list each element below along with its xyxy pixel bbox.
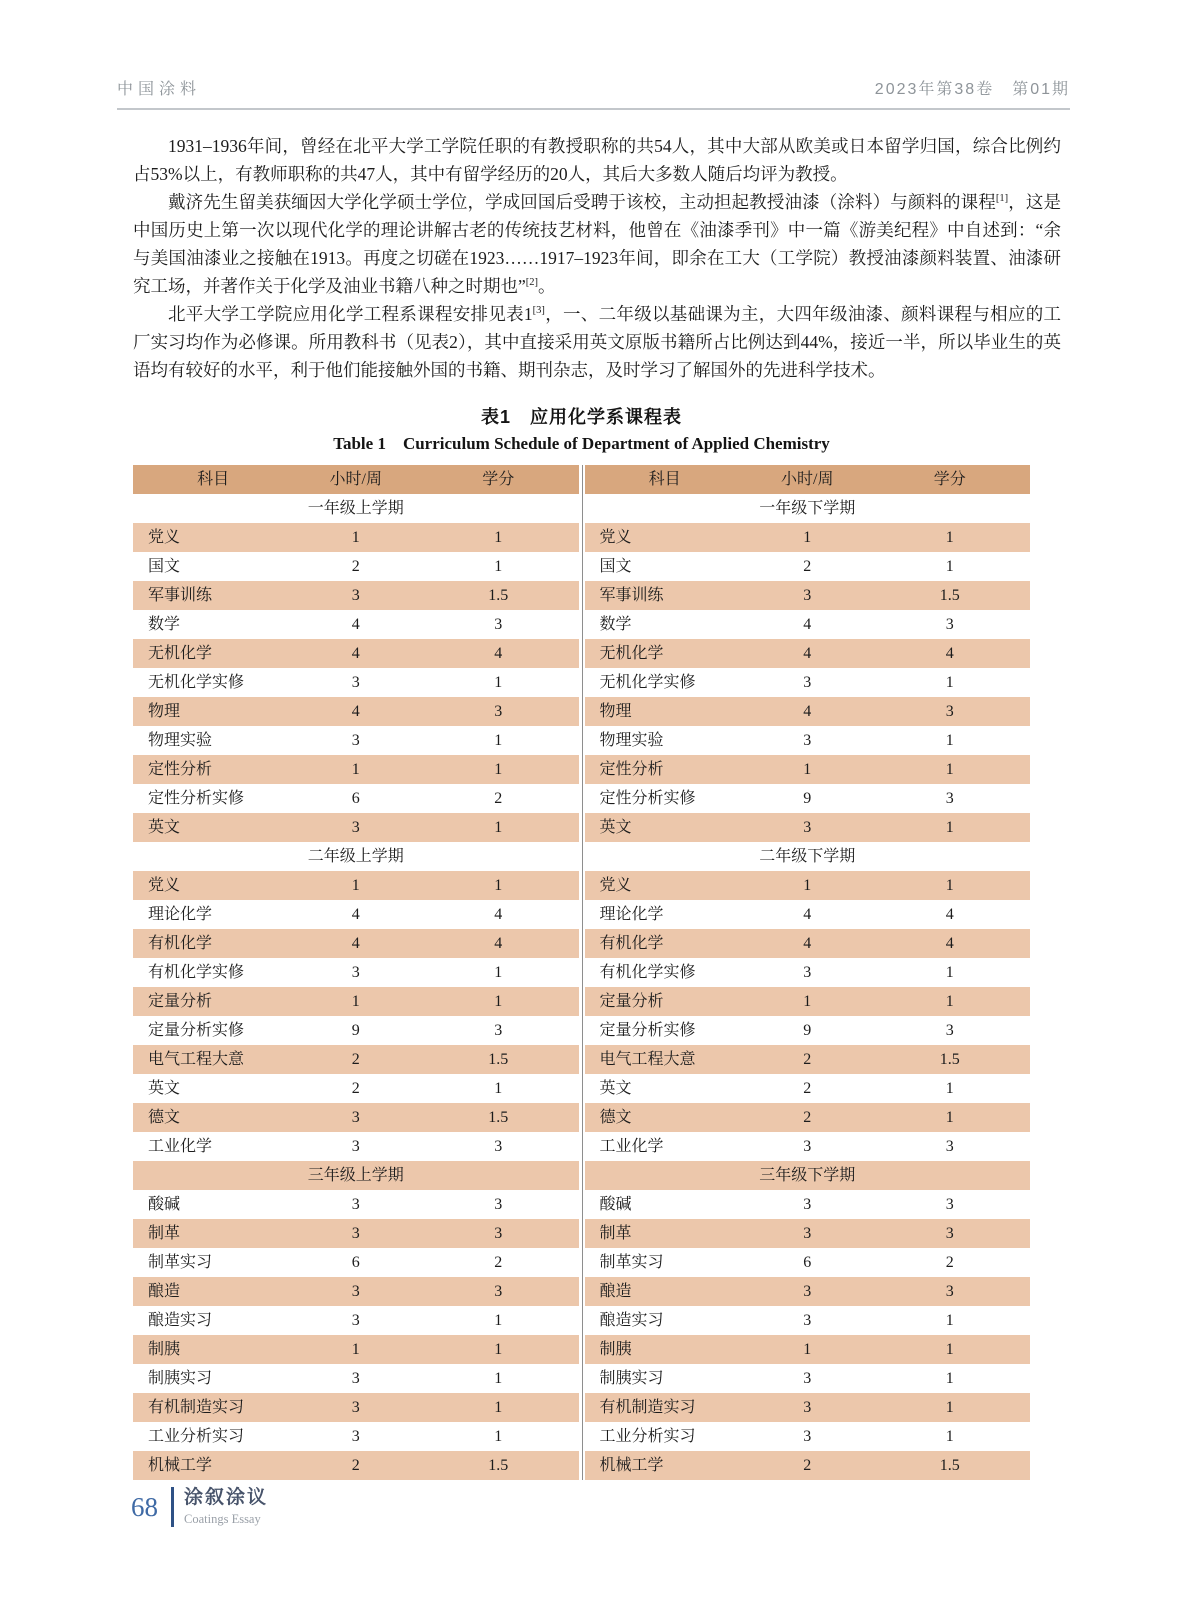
credits-cell: 1 (494, 877, 503, 894)
hours-cell: 3 (351, 819, 360, 836)
subject-cell: 有机制造实习 (148, 1399, 245, 1416)
credits-cell: 1 (945, 1109, 954, 1126)
credits-cell: 1 (494, 529, 503, 546)
hours-cell: 3 (351, 674, 360, 691)
subject-cell: 机械工学 (599, 1457, 664, 1474)
subject-cell: 军事训练 (599, 587, 664, 604)
subject-cell: 国文 (148, 558, 181, 575)
credits-cell: 1 (945, 1370, 954, 1387)
hours-cell: 2 (803, 1051, 812, 1068)
hours-cell: 1 (351, 993, 360, 1010)
credits-cell: 4 (945, 935, 954, 952)
credits-cell: 1.5 (488, 1051, 509, 1068)
issue-info: 2023年第38卷 第01期 (874, 81, 1070, 98)
page-number: 68 (131, 1492, 158, 1522)
subject-cell: 制胰 (599, 1341, 632, 1358)
subject-cell: 德文 (148, 1109, 181, 1126)
hours-cell: 4 (803, 645, 812, 662)
subject-cell: 党义 (599, 877, 632, 894)
table-title-en: Table 1 Curriculum Schedule of Department of Applied Chemistry (333, 434, 830, 453)
semester-title: 二年级上学期 (307, 848, 404, 865)
hours-cell: 1 (351, 529, 360, 546)
credits-cell: 1 (945, 819, 954, 836)
hours-cell: 3 (803, 964, 812, 981)
credits-cell: 3 (945, 1138, 954, 1155)
subject-cell: 制革实习 (599, 1254, 664, 1271)
hours-cell: 2 (351, 1051, 360, 1068)
subject-cell: 制胰 (148, 1341, 181, 1358)
subject-cell: 理论化学 (599, 906, 664, 923)
credits-cell: 1 (945, 1428, 954, 1445)
hours-cell: 2 (803, 1080, 812, 1097)
credits-cell: 3 (494, 1283, 503, 1300)
hours-cell: 9 (803, 790, 812, 807)
credits-cell: 1 (945, 1341, 954, 1358)
subject-cell: 党义 (148, 877, 181, 894)
column-header-credits: 学分 (482, 471, 515, 488)
table-title-zh: 表1 应用化学系课程表 (480, 407, 682, 427)
subject-cell: 酿造实习 (148, 1312, 213, 1329)
credits-cell: 2 (494, 1254, 503, 1271)
subject-cell: 制胰实习 (599, 1370, 664, 1387)
hours-cell: 3 (803, 1428, 812, 1445)
credits-cell: 1 (494, 993, 503, 1010)
credits-cell: 2 (945, 1254, 954, 1271)
credits-cell: 3 (494, 1138, 503, 1155)
credits-cell: 3 (945, 790, 954, 807)
hours-cell: 2 (351, 1457, 360, 1474)
credits-cell: 3 (494, 703, 503, 720)
credits-cell: 1.5 (939, 1457, 960, 1474)
hours-cell: 3 (803, 1225, 812, 1242)
subject-cell: 无机化学 (599, 645, 664, 662)
paragraph: 北平大学工学院应用化学工程系课程安排见表1[3]，一、二年级以基础课为主，大四年级油漆、颜料课程与相应的工厂实习均作为必修课。所用教科书（见表2），其中直接采用英文原版书籍所占比例达到44%，接近一半，所以毕业生的英语均有较好的水平，利于他们能接触外国的书籍、期刊杂志，及时学习了解国外的先进科学技术。 (133, 304, 1062, 380)
hours-cell: 3 (351, 1196, 360, 1213)
hours-cell: 1 (351, 877, 360, 894)
credits-cell: 1 (494, 964, 503, 981)
credits-cell: 1 (945, 1312, 954, 1329)
credits-cell: 3 (494, 616, 503, 633)
credits-cell: 1 (494, 1080, 503, 1097)
table-block (133, 404, 1030, 1480)
credits-cell: 1 (945, 1399, 954, 1416)
hours-cell: 3 (351, 1225, 360, 1242)
hours-cell: 3 (803, 1196, 812, 1213)
semester-title: 一年级上学期 (307, 500, 404, 517)
subject-cell: 军事训练 (148, 587, 213, 604)
hours-cell: 2 (803, 1457, 812, 1474)
hours-cell: 2 (803, 558, 812, 575)
paragraph: 1931–1936年间，曾经在北平大学工学院任职的有教授职称的共54人，其中大部从欧美或日本留学归国，综合比例约占53%以上，有教师职称的共47人，其中有留学经历的20人，其后大多数人随后均评为教授。 (133, 136, 1061, 184)
hours-cell: 2 (803, 1109, 812, 1126)
subject-cell: 无机化学实修 (599, 674, 696, 691)
hours-cell: 3 (351, 1399, 360, 1416)
credits-cell: 3 (945, 1225, 954, 1242)
subject-cell: 制胰实习 (148, 1370, 213, 1387)
credits-cell: 1 (494, 761, 503, 778)
credits-cell: 3 (945, 1283, 954, 1300)
subject-cell: 有机化学实修 (148, 964, 245, 981)
semester-title: 二年级下学期 (759, 848, 856, 865)
hours-cell: 3 (351, 1428, 360, 1445)
subject-cell: 物理实验 (148, 732, 213, 749)
credits-cell: 3 (494, 1225, 503, 1242)
credits-cell: 1.5 (488, 1457, 509, 1474)
credits-cell: 1 (945, 674, 954, 691)
credits-cell: 2 (494, 790, 503, 807)
footnote-ref: [1] (995, 193, 1009, 205)
subject-cell: 制革 (599, 1225, 632, 1242)
credits-cell: 1.5 (488, 1109, 509, 1126)
credits-cell: 4 (494, 645, 503, 662)
hours-cell: 3 (803, 732, 812, 749)
semester-title: 一年级下学期 (759, 500, 856, 517)
credits-cell: 1 (494, 819, 503, 836)
credits-cell: 1 (494, 558, 503, 575)
hours-cell: 3 (803, 1399, 812, 1416)
credits-cell: 1 (494, 1312, 503, 1329)
semester-title: 三年级上学期 (307, 1167, 404, 1184)
credits-cell: 1.5 (939, 1051, 960, 1068)
column-header-subject: 科目 (197, 471, 230, 488)
subject-cell: 定量分析 (148, 993, 213, 1010)
credits-cell: 4 (945, 906, 954, 923)
subject-cell: 制革实习 (148, 1254, 213, 1271)
hours-cell: 3 (351, 1283, 360, 1300)
subject-cell: 酿造 (148, 1283, 181, 1300)
hours-cell: 4 (351, 616, 360, 633)
body-paragraphs (133, 132, 1061, 384)
credits-cell: 1 (494, 732, 503, 749)
credits-cell: 1 (494, 674, 503, 691)
credits-cell: 3 (945, 703, 954, 720)
column-header-hours: 小时/周 (781, 471, 834, 488)
page-header (117, 76, 1070, 110)
credits-cell: 4 (494, 935, 503, 952)
credits-cell: 1.5 (939, 587, 960, 604)
credits-cell: 1 (945, 1080, 954, 1097)
column-name-en: Coatings Essay (184, 1512, 261, 1526)
credits-cell: 1 (945, 761, 954, 778)
hours-cell: 4 (351, 645, 360, 662)
subject-cell: 定性分析实修 (148, 790, 245, 807)
credits-cell: 3 (494, 1196, 503, 1213)
hours-cell: 4 (351, 703, 360, 720)
subject-cell: 定量分析实修 (148, 1022, 245, 1039)
subject-cell: 英文 (599, 819, 632, 836)
subject-cell: 电气工程大意 (599, 1051, 696, 1068)
subject-cell: 定性分析 (148, 761, 213, 778)
paragraph: 戴济先生留美获缅因大学化学硕士学位，学成回国后受聘于该校，主动担起教授油漆（涂料）与颜料的课程[1]，这是中国历史上第一次以现代化学的理论讲解古老的传统技艺材料，他曾在《油漆季刊》中一篇《游美纪程》中自述到：“余与美国油漆业之接触在1913。再度之切磋在1923……1917–1923年间，即余在工大（工学院）教授油漆颜料装置、油漆研究工场，并著作关于化学及油业书籍八种之时期也”[2]。 (133, 192, 1062, 296)
credits-cell: 1.5 (488, 587, 509, 604)
hours-cell: 3 (803, 1138, 812, 1155)
subject-cell: 定量分析实修 (599, 1022, 696, 1039)
hours-cell: 3 (351, 732, 360, 749)
subject-cell: 机械工学 (148, 1457, 213, 1474)
hours-cell: 1 (803, 993, 812, 1010)
credits-cell: 1 (494, 1399, 503, 1416)
hours-cell: 3 (803, 819, 812, 836)
footer-accent-bar (171, 1487, 174, 1527)
column-header-credits: 学分 (933, 471, 966, 488)
subject-cell: 有机化学 (599, 935, 664, 952)
subject-cell: 工业化学 (148, 1138, 213, 1155)
hours-cell: 9 (351, 1022, 360, 1039)
column-header-subject: 科目 (648, 471, 681, 488)
journal-name: 中国涂料 (117, 81, 202, 98)
hours-cell: 6 (803, 1254, 812, 1271)
hours-cell: 3 (351, 587, 360, 604)
hours-cell: 4 (803, 616, 812, 633)
subject-cell: 定性分析 (599, 761, 664, 778)
hours-cell: 1 (351, 1341, 360, 1358)
column-name-zh: 涂叙涂议 (184, 1487, 269, 1508)
subject-cell: 数学 (148, 616, 181, 633)
credits-cell: 1 (945, 558, 954, 575)
hours-cell: 4 (803, 935, 812, 952)
hours-cell: 3 (803, 1312, 812, 1329)
hours-cell: 3 (351, 1109, 360, 1126)
hours-cell: 4 (351, 935, 360, 952)
hours-cell: 2 (351, 1080, 360, 1097)
hours-cell: 3 (351, 1138, 360, 1155)
subject-cell: 有机制造实习 (599, 1399, 696, 1416)
subject-cell: 物理 (599, 703, 632, 720)
subject-cell: 英文 (599, 1080, 632, 1097)
subject-cell: 英文 (148, 1080, 181, 1097)
subject-cell: 电气工程大意 (148, 1051, 245, 1068)
column-header-hours: 小时/周 (329, 471, 382, 488)
hours-cell: 3 (351, 1370, 360, 1387)
subject-cell: 有机化学实修 (599, 964, 696, 981)
subject-cell: 酿造 (599, 1283, 632, 1300)
hours-cell: 4 (351, 906, 360, 923)
hours-cell: 3 (803, 1283, 812, 1300)
subject-cell: 工业分析实习 (148, 1428, 245, 1445)
course-table (133, 465, 1030, 1480)
hours-cell: 1 (351, 761, 360, 778)
subject-cell: 定性分析实修 (599, 790, 696, 807)
footnote-ref: [2] (525, 277, 539, 289)
subject-cell: 定量分析 (599, 993, 664, 1010)
credits-cell: 3 (945, 1196, 954, 1213)
hours-cell: 4 (803, 703, 812, 720)
credits-cell: 1 (494, 1370, 503, 1387)
credits-cell: 3 (945, 616, 954, 633)
credits-cell: 1 (945, 877, 954, 894)
subject-cell: 党义 (148, 529, 181, 546)
subject-cell: 酿造实习 (599, 1312, 664, 1329)
subject-cell: 理论化学 (148, 906, 213, 923)
hours-cell: 1 (803, 1341, 812, 1358)
subject-cell: 制革 (148, 1225, 181, 1242)
credits-cell: 1 (945, 993, 954, 1010)
hours-cell: 3 (351, 964, 360, 981)
hours-cell: 3 (351, 1312, 360, 1329)
article-content (133, 132, 1061, 1480)
subject-cell: 德文 (599, 1109, 632, 1126)
subject-cell: 数学 (599, 616, 632, 633)
subject-cell: 物理 (148, 703, 181, 720)
subject-cell: 工业化学 (599, 1138, 664, 1155)
subject-cell: 无机化学 (148, 645, 213, 662)
page-footer (131, 1487, 268, 1527)
subject-cell: 物理实验 (599, 732, 664, 749)
hours-cell: 9 (803, 1022, 812, 1039)
hours-cell: 3 (803, 1370, 812, 1387)
subject-cell: 酸碱 (599, 1196, 632, 1213)
credits-cell: 4 (945, 645, 954, 662)
hours-cell: 1 (803, 761, 812, 778)
credits-cell: 1 (945, 732, 954, 749)
subject-cell: 英文 (148, 819, 181, 836)
hours-cell: 6 (351, 1254, 360, 1271)
subject-cell: 国文 (599, 558, 632, 575)
credits-cell: 1 (945, 529, 954, 546)
credits-cell: 1 (494, 1428, 503, 1445)
hours-cell: 1 (803, 877, 812, 894)
credits-cell: 1 (494, 1341, 503, 1358)
credits-cell: 1 (945, 964, 954, 981)
semester-title: 三年级下学期 (759, 1167, 856, 1184)
hours-cell: 1 (803, 529, 812, 546)
hours-cell: 2 (351, 558, 360, 575)
credits-cell: 3 (945, 1022, 954, 1039)
hours-cell: 3 (803, 587, 812, 604)
subject-cell: 有机化学 (148, 935, 213, 952)
subject-cell: 酸碱 (148, 1196, 181, 1213)
footnote-ref: [3] (532, 305, 545, 317)
hours-cell: 4 (803, 906, 812, 923)
hours-cell: 3 (803, 674, 812, 691)
hours-cell: 6 (351, 790, 360, 807)
subject-cell: 工业分析实习 (599, 1428, 696, 1445)
credits-cell: 3 (494, 1022, 503, 1039)
table-center-divider (582, 465, 583, 1480)
credits-cell: 4 (494, 906, 503, 923)
subject-cell: 无机化学实修 (148, 674, 245, 691)
subject-cell: 党义 (599, 529, 632, 546)
